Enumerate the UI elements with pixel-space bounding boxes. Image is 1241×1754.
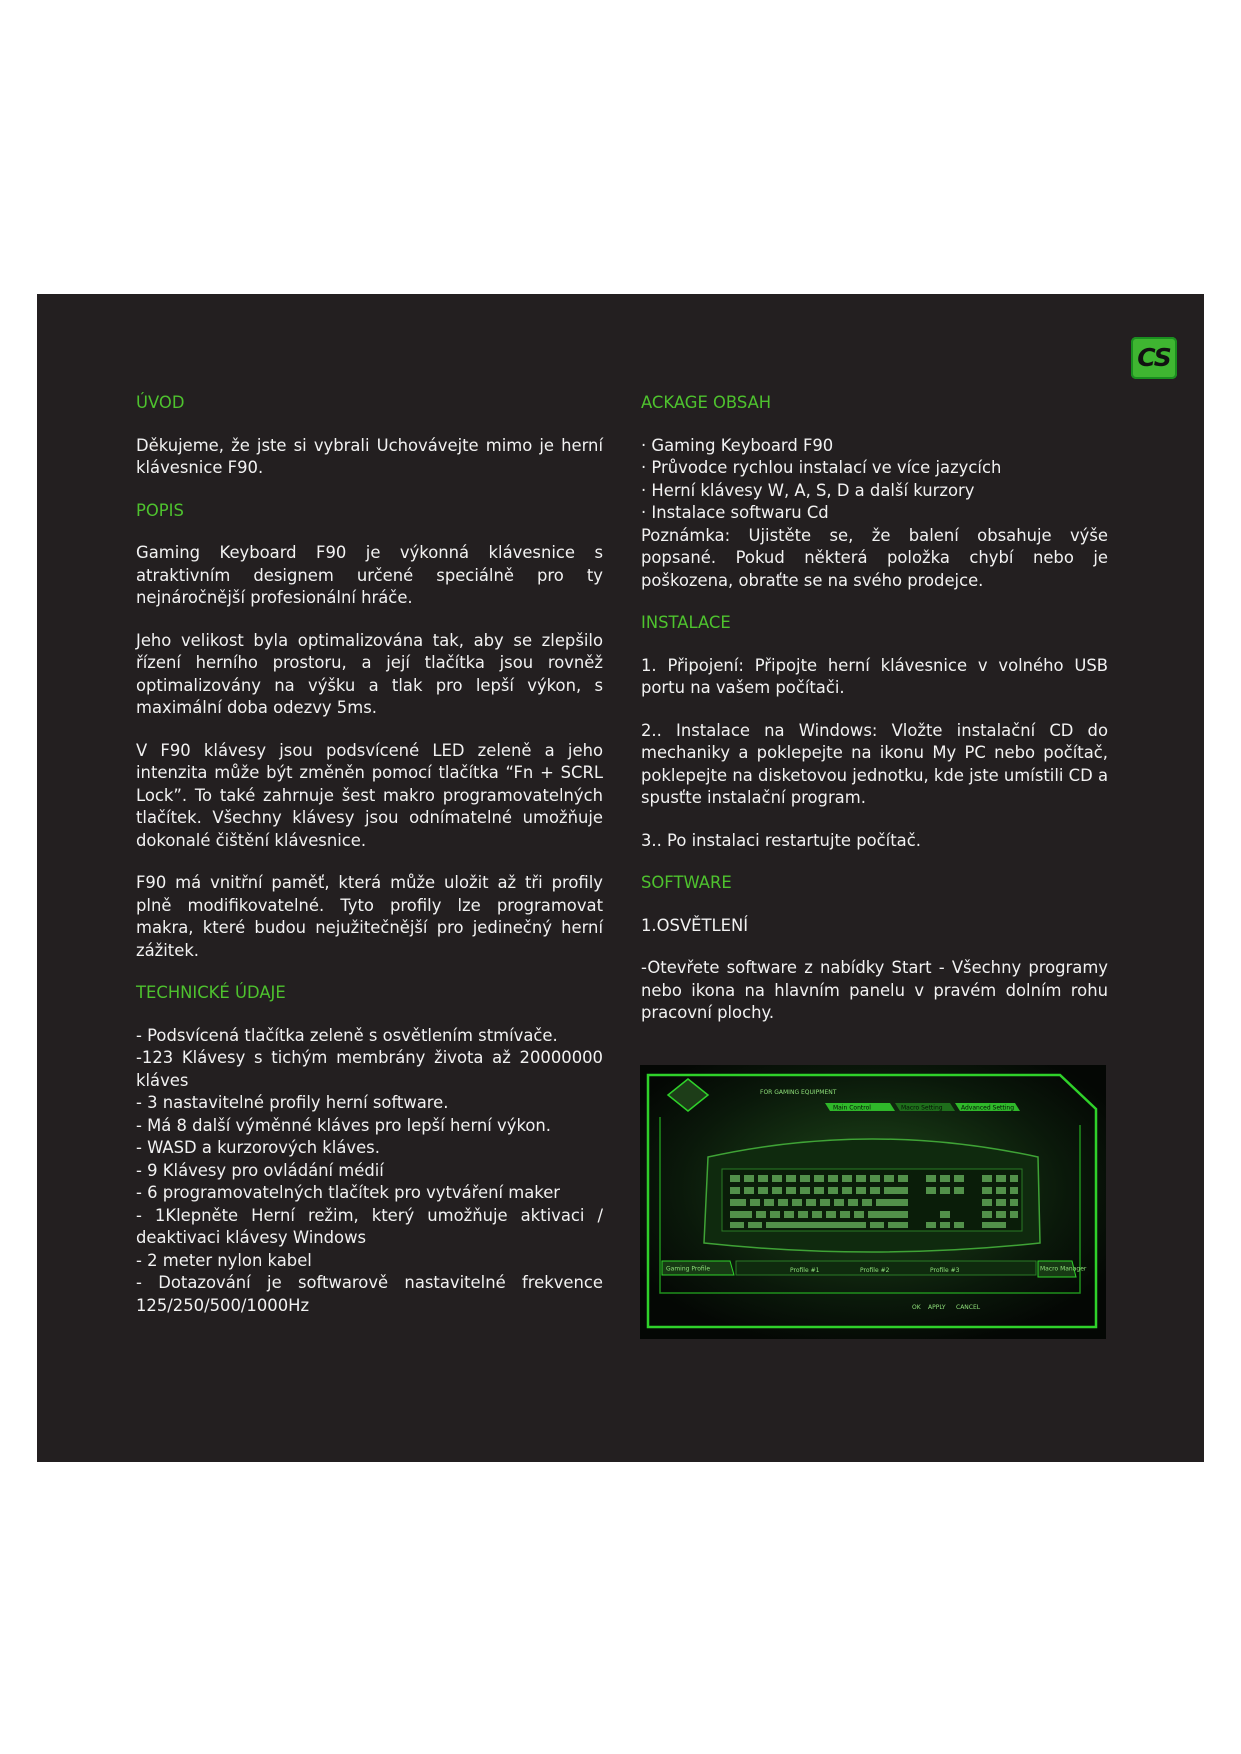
keyboard-graphic [704, 1139, 1040, 1252]
package-heading: ACKAGE OBSAH [641, 393, 772, 412]
package-item: · Gaming Keyboard F90 [641, 435, 834, 455]
tech-item: - 1Klepněte Herní režim, který umožňuje aktivaci / deaktivaci klávesy Windows [136, 1205, 603, 1247]
package-item: · Průvodce rychlou instalací ve více jazycích [641, 458, 1002, 477]
install-heading: INSTALACE [641, 613, 731, 632]
package-item: · Herní klávesy W, A, S, D a další kurzory [641, 480, 975, 500]
software-heading: SOFTWARE [641, 873, 732, 892]
left-column [136, 392, 603, 1317]
profile-3-label: Profile #3 [930, 1267, 960, 1274]
tech-list [136, 1025, 603, 1318]
popis-heading: POPIS [136, 500, 184, 520]
software-subheading: 1.OSVĚTLENÍ [641, 915, 749, 935]
tech-item: - 6 programovatelných tlačítek pro vytváření maker [136, 1183, 561, 1202]
screenshot-tabs [825, 1103, 1020, 1112]
tech-item: -123 Klávesy s tichým membrány života až 20000000 kláves [136, 1048, 603, 1090]
install-step-2: 2.. Instalace na Windows: Vložte instalační CD do mechaniky a poklepejte na ikonu My PC nebo počítač, poklepejte na disketovou jednotku, kde jste umístili CD a spusťte instalační program. [641, 720, 1108, 807]
profile-1-label: Profile #1 [790, 1267, 820, 1274]
package-item: · Instalace softwaru Cd [641, 503, 829, 522]
tech-item: - 2 meter nylon kabel [136, 1250, 312, 1270]
profile-label: Gaming Profile [666, 1265, 711, 1273]
install-step-1: 1. Připojení: Připojte herní klávesnice v volného USB portu na vašem počítači. [641, 655, 1108, 697]
software-text: -Otevřete software z nabídky Start - Všechny programy nebo ikona na hlavním panelu v pravém dolním rohu pracovní plochy. [641, 958, 1108, 1022]
profile-bar [662, 1261, 1087, 1277]
package-list [641, 435, 1108, 525]
apply-button[interactable]: APPLY [928, 1304, 946, 1311]
tab-macro-setting: Macro Setting [901, 1104, 943, 1112]
ok-button[interactable]: OK [912, 1304, 921, 1311]
popis-paragraph-4: F90 má vnitřní paměť, která může uložit až tři profily plně modifikovatelné. Tyto profily lze programovat makra, které budou nejužitečnější pro jedinečný herní zážitek. [136, 873, 603, 960]
popis-paragraph-2: Jeho velikost byla optimalizována tak, aby se zlepšilo řízení herního prostoru, a její tlačítka jsou rovněž optimalizovány na výšku a tlak pro lepší výkon, s maximální doba odezvy 5ms. [136, 630, 603, 717]
software-screenshot-graphic [640, 1065, 1106, 1339]
macro-manager-label: Macro Manager [1040, 1265, 1087, 1273]
uvod-text: Děkujeme, že jste si vybrali Uchovávejte mimo je herní klávesnice F90. [136, 435, 603, 477]
profile-2-label: Profile #2 [860, 1267, 890, 1274]
right-column [641, 392, 1108, 1025]
software-screenshot [640, 1065, 1106, 1339]
popis-paragraph-1: Gaming Keyboard F90 je výkonná klávesnice s atraktivním designem určené speciálně pro ty nejnáročnější profesionální hráče. [136, 543, 603, 607]
install-step-3: 3.. Po instalaci restartujte počítač. [641, 830, 921, 850]
language-badge: CS [1131, 337, 1177, 379]
popis-paragraph-3: V F90 klávesy jsou podsvícené LED zeleně a jeho intenzita může být změněn pomocí tlačítka “Fn + SCRL Lock”. To také zahrnuje šest makro programovatelných tlačítek. Všechny klávesy jsou odnímatelné umožňuje dokonalé čištění klávesnice. [136, 740, 603, 850]
uvod-heading: ÚVOD [136, 393, 185, 412]
tech-item: - Podsvícená tlačítka zeleně s osvětlením stmívače. [136, 1025, 558, 1045]
tech-heading: TECHNICKÉ ÚDAJE [136, 983, 286, 1002]
tech-item: - 3 nastavitelné profily herní software. [136, 1093, 449, 1112]
tech-item: - Dotazování je softwarově nastavitelné frekvence 125/250/500/1000Hz [136, 1273, 603, 1315]
tab-main-control: Main Control [833, 1104, 871, 1112]
cancel-button[interactable]: CANCEL [956, 1304, 981, 1311]
tab-advanced-setting: Advanced Setting [961, 1104, 1015, 1112]
tech-item: - 9 Klávesy pro ovládání médií [136, 1160, 384, 1180]
tech-item: - Má 8 další výměnné kláves pro lepší herní výkon. [136, 1115, 551, 1135]
package-note: Poznámka: Ujistěte se, že balení obsahuje výše popsané. Pokud některá položka chybí nebo je poškozena, obraťte se na svého prodejce. [641, 525, 1108, 590]
screenshot-title: FOR GAMING EQUIPMENT [760, 1089, 837, 1096]
tech-item: - WASD a kurzorových kláves. [136, 1138, 380, 1157]
